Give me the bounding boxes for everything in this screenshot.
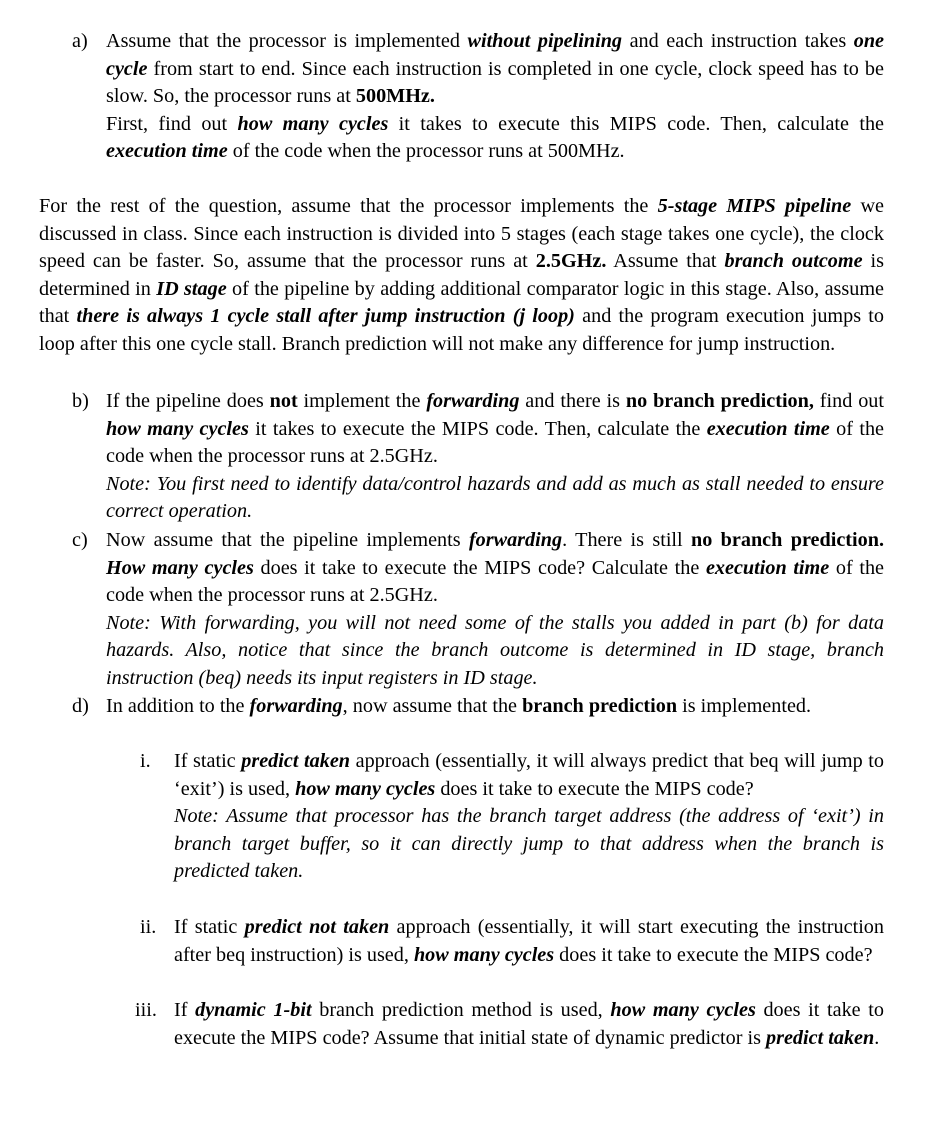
question-part-d xyxy=(72,693,884,721)
question-part-b xyxy=(72,388,884,526)
part-b-text: If the pipeline does not implement the forwarding and there is no branch prediction, find out how many cycles it takes to execute the MIPS code. Then, calculate the execution time of the code when the processor runs at 2.5GHz. Note: You first need to identify data/control hazards and add as much as stall needed to ensure correct operation. xyxy=(106,390,884,523)
question-part-d-ii xyxy=(140,914,884,969)
part-d-text: In addition to the forwarding, now assume that the branch prediction is implemented. xyxy=(106,695,812,717)
part-d-ii-marker: ii. xyxy=(140,916,157,938)
part-a-text: Assume that the processor is implemented without pipelining and each instruction takes one cycle from start to end. Since each instruction is completed in one cycle, clock speed has to be slow. So, the processor runs at 500MHz. First, find out how many cycles it takes to execute this MIPS code. Then, calculate the execution time of the code when the processor runs at 500MHz. xyxy=(106,30,885,163)
question-part-d-iii xyxy=(135,997,884,1052)
part-c-text: Now assume that the pipeline implements forwarding. There is still no branch prediction. How many cycles does it take to execute the MIPS code? Calculate the execution time of the code when the processor runs at 2.5GHz. Note: With forwarding, you will not need some of the stalls you added in part (b) for data hazards. Also, notice that since the branch outcome is determined in ID stage, branch instruction (beq) needs its input registers in ID stage. xyxy=(106,529,884,689)
pipeline-intro-paragraph: For the rest of the question, assume that the processor implements the 5-stage MIPS pipeline we discussed in class. Since each instruction is divided into 5 stages (each stage takes one cycle), the clock speed can be faster. So, assume that the processor runs at 2.5GHz. Assume that branch outcome is determined in ID stage of the pipeline by adding additional comparator logic in this stage. Also, assume that there is always 1 cycle stall after jump instruction (j loop) and the program execution jumps to loop after this one cycle stall. Branch prediction will not make any difference for jump instruction. xyxy=(39,195,884,355)
part-c-note: Note: With forwarding, you will not need some of the stalls you added in part (b) for data hazards. Also, notice that since the branch outcome is determined in ID stage, branch instruction (beq) needs its input registers in ID stage. xyxy=(106,611,884,689)
part-d-iii-text: If dynamic 1-bit branch prediction method is used, how many cycles does it take to execute the MIPS code? Assume that initial state of dynamic predictor is predict taken. xyxy=(174,999,884,1049)
part-d-i-marker: i. xyxy=(140,750,151,772)
part-d-marker: d) xyxy=(72,695,89,717)
part-c-marker: c) xyxy=(72,529,88,551)
question-part-c xyxy=(72,527,884,693)
part-d-iii-marker: iii. xyxy=(135,999,157,1021)
question-part-d-i xyxy=(140,748,884,886)
part-d-ii-text: If static predict not taken approach (essentially, it will start executing the instruction after beq instruction) is used, how many cycles does it take to execute the MIPS code? xyxy=(174,916,884,966)
part-a-marker: a) xyxy=(72,30,88,52)
part-b-note: Note: You first need to identify data/control hazards and add as much as stall needed to ensure correct operation. xyxy=(106,472,884,523)
part-b-marker: b) xyxy=(72,390,89,412)
part-d-i-text: If static predict taken approach (essentially, it will always predict that beq will jump to ‘exit’) is used, how many cycles does it take to execute the MIPS code? Note: Assume that processor has the branch target address (the address of ‘exit’) in branch target buffer, so it can directly jump to that address when the branch is predicted taken. xyxy=(174,750,884,883)
question-part-a xyxy=(72,28,884,166)
part-d-i-note: Note: Assume that processor has the branch target address (the address of ‘exit’) in branch target buffer, so it can directly jump to that address when the branch is predicted taken. xyxy=(174,805,884,883)
